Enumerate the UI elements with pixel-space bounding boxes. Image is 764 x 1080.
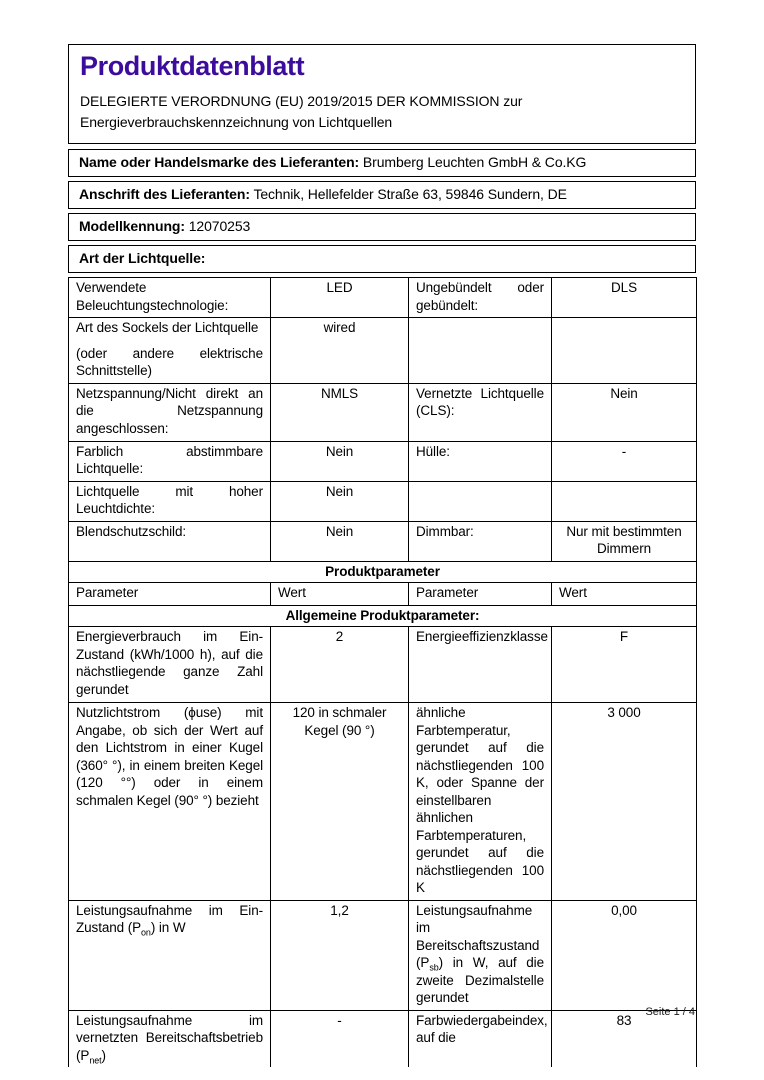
param-label-cell: Lichtquelle mit hoher Leuchtdichte: xyxy=(69,481,271,521)
light-source-type-row xyxy=(68,245,696,273)
param-value-cell: 2 xyxy=(271,627,409,703)
param-label-cell: Hülle: xyxy=(409,441,552,481)
param-label-cell: Ungebündelt oder gebündelt: xyxy=(409,278,552,318)
model-id-label: Modellkennung: xyxy=(79,218,185,234)
param-label-cell xyxy=(69,900,271,1010)
param-label-line: Art des Sockels der Lichtquelle xyxy=(76,320,259,335)
supplier-name-value: Brumberg Leuchten GmbH & Co.KG xyxy=(362,154,587,170)
model-id-row xyxy=(68,213,696,241)
param-label-note: (oder andere elektrische Schnittstelle) xyxy=(76,345,263,378)
param-value-cell xyxy=(552,481,697,521)
param-label-cell: Nutzlichtstrom (ϕuse) mit Angabe, ob sich der Wert auf den Lichtstrom in einer Kugel (360° °), in einem breiten Kegel (120 °°) oder in einem schmalen Kegel (90° °) bezieht xyxy=(69,703,271,901)
param-value-cell: DLS xyxy=(552,278,697,318)
param-label-cell: Netzspannung/Nicht direkt an die Netzspannung angeschlossen: xyxy=(69,383,271,441)
product-parameters-table xyxy=(68,277,697,1067)
param-label-text: Leistungsaufnahme im Ein-Zustand (P xyxy=(76,902,263,935)
datasheet xyxy=(68,44,696,1067)
light-source-type-label: Art der Lichtquelle: xyxy=(79,250,206,266)
table-row xyxy=(69,278,697,318)
param-value-cell xyxy=(552,318,697,384)
supplier-address-row xyxy=(68,181,696,209)
supplier-address-label: Anschrift des Lieferanten: xyxy=(79,186,250,202)
section-title: Produktparameter xyxy=(69,561,697,583)
param-value-cell: Nein xyxy=(271,441,409,481)
table-row xyxy=(69,703,697,901)
param-label-cell: Verwendete Beleuchtungstechnologie: xyxy=(69,278,271,318)
param-label-cell: Farblich abstimmbare Lichtquelle: xyxy=(69,441,271,481)
param-value-cell: - xyxy=(552,441,697,481)
column-header: Wert xyxy=(552,583,697,606)
table-row xyxy=(69,383,697,441)
param-label-cell: Blendschutzschild: xyxy=(69,521,271,561)
supplier-name-row xyxy=(68,149,696,177)
param-value-cell: Nur mit bestimmten Dimmern xyxy=(552,521,697,561)
param-label-cell: ähnliche Farbtemperatur, gerundet auf die nächstliegenden 100 K, oder Spanne der einstellbaren ähnlichen Farbtemperaturen, gerundet auf die nächstliegenden 100 K xyxy=(409,703,552,901)
regulation-line-1: DELEGIERTE VERORDNUNG (EU) 2019/2015 DER KOMMISSION zur xyxy=(80,93,523,109)
column-header: Wert xyxy=(271,583,409,606)
table-row xyxy=(69,900,697,1010)
section-header-row xyxy=(69,605,697,627)
param-label-cell xyxy=(409,318,552,384)
param-value-cell: 83 xyxy=(552,1010,697,1067)
param-label-subscript: sb xyxy=(429,962,439,973)
page-number: Seite 1 / 4 xyxy=(645,1006,695,1018)
param-label-cell: Energieverbrauch im Ein-Zustand (kWh/1000 h), auf die nächstliegende ganze Zahl gerundet xyxy=(69,627,271,703)
supplier-address-value: Technik, Hellefelder Straße 63, 59846 Sundern, DE xyxy=(253,186,567,202)
table-row xyxy=(69,441,697,481)
column-header: Parameter xyxy=(409,583,552,606)
param-value-cell: 1,2 xyxy=(271,900,409,1010)
table-row xyxy=(69,318,697,384)
param-label-cell: Energieeffizienzklasse xyxy=(409,627,552,703)
column-header-row xyxy=(69,583,697,606)
param-value-cell: 3 000 xyxy=(552,703,697,901)
table-row xyxy=(69,521,697,561)
param-value-cell: F xyxy=(552,627,697,703)
param-value-cell: Nein xyxy=(271,481,409,521)
param-label-text: Leistungsaufnahme im Bereitschaftszustand (P xyxy=(416,902,540,970)
param-label-text: ) xyxy=(101,1047,106,1063)
param-label-subscript: net xyxy=(89,1055,102,1066)
supplier-name-label: Name oder Handelsmarke des Lieferanten: xyxy=(79,154,360,170)
section-header-row xyxy=(69,561,697,583)
param-label-subscript: on xyxy=(141,927,151,938)
section-title: Allgemeine Produktparameter: xyxy=(69,605,697,627)
param-value-cell: 0,00 xyxy=(552,900,697,1010)
param-label-text: ) in W, auf die zweite Dezimalstelle gerundet xyxy=(416,955,544,1005)
model-id-value: 12070253 xyxy=(188,218,251,234)
param-label-cell xyxy=(409,900,552,1010)
param-label-cell xyxy=(69,1010,271,1067)
param-value-cell: LED xyxy=(271,278,409,318)
param-value-cell: NMLS xyxy=(271,383,409,441)
param-value-cell: Nein xyxy=(271,521,409,561)
param-value-cell: - xyxy=(271,1010,409,1067)
param-label-cell xyxy=(409,481,552,521)
param-label-cell xyxy=(69,318,271,384)
param-label-cell: Farbwiedergabeindex, auf die xyxy=(409,1010,552,1067)
column-header: Parameter xyxy=(69,583,271,606)
param-value-cell: wired xyxy=(271,318,409,384)
param-label-cell: Vernetzte Lichtquelle (CLS): xyxy=(409,383,552,441)
param-label-text: ) in W xyxy=(150,920,186,935)
table-row-cutoff xyxy=(69,1010,697,1067)
param-label-cell: Dimmbar: xyxy=(409,521,552,561)
table-row xyxy=(69,627,697,703)
datasheet-header xyxy=(68,44,696,144)
table-row xyxy=(69,481,697,521)
param-label-text: Leistungsaufnahme im vernetzten Bereitschaftsbetrieb (P xyxy=(76,1012,263,1063)
param-value-cell: Nein xyxy=(552,383,697,441)
regulation-line-2: Energieverbrauchskennzeichnung von Lichtquellen xyxy=(80,114,393,130)
document-title: Produktdatenblatt xyxy=(80,51,305,81)
param-value-cell: 120 in schmaler Kegel (90 °) xyxy=(271,703,409,901)
